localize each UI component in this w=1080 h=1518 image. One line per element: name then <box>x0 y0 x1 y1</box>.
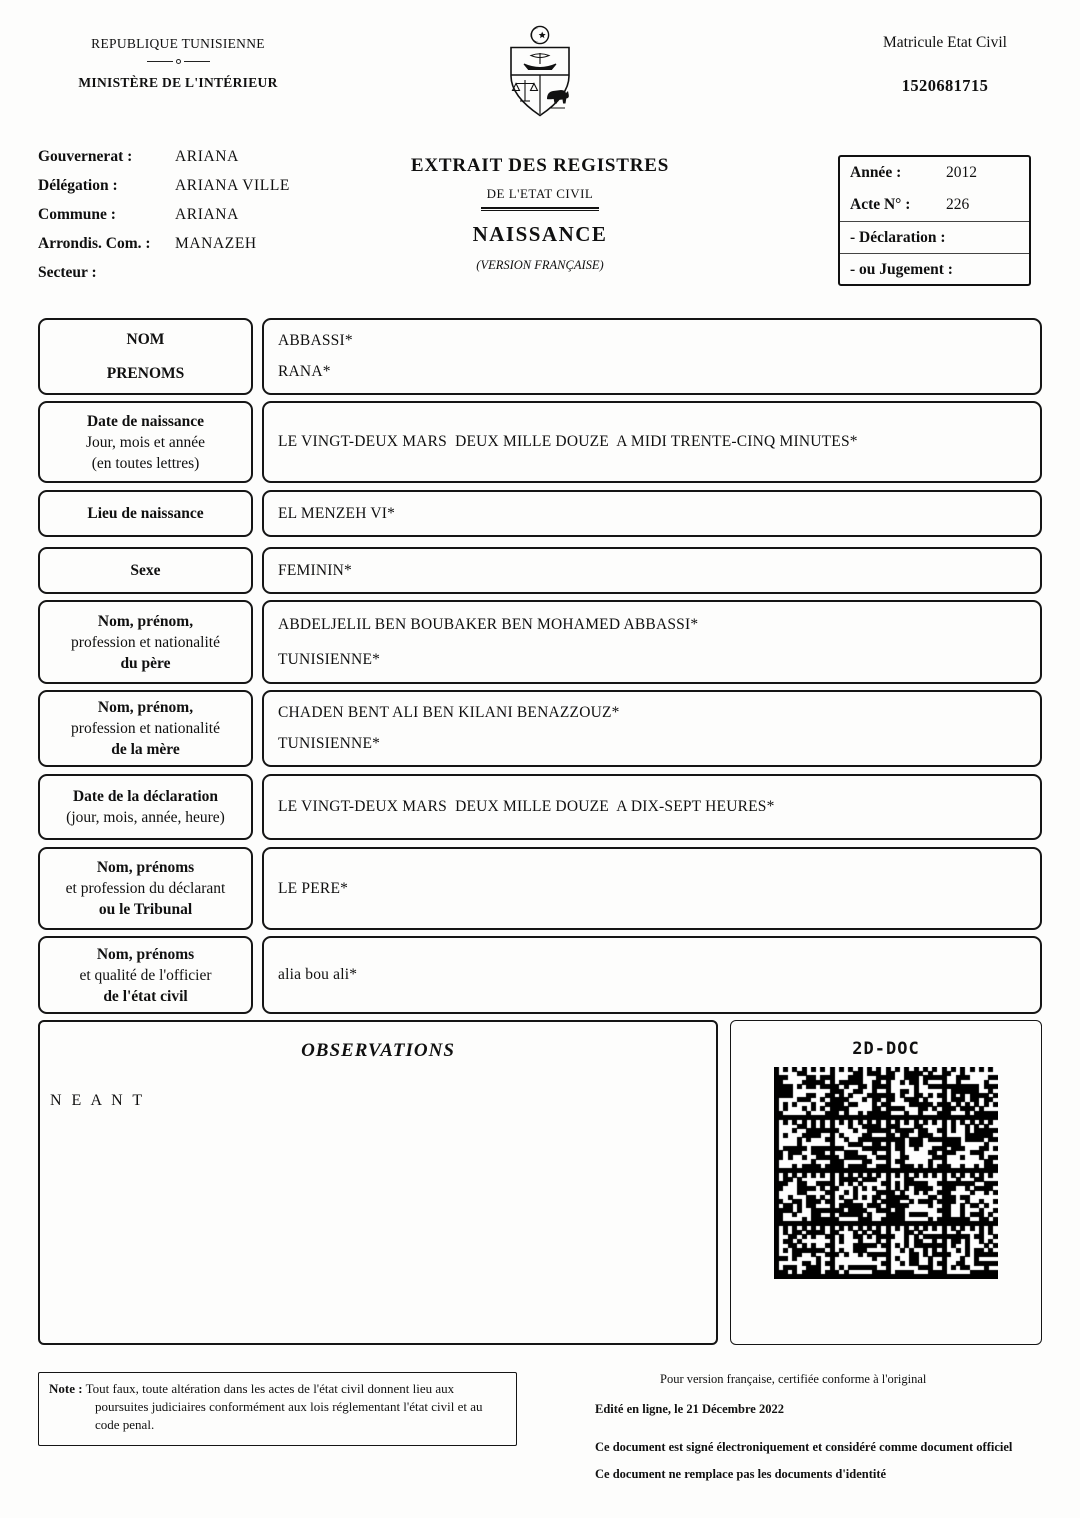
field-label-line: Sexe <box>130 562 161 579</box>
arrondissement-label: Arrondis. Com. : <box>38 234 151 252</box>
matricule-label: Matricule Etat Civil <box>883 34 1007 51</box>
secteur-label: Secteur : <box>38 263 97 281</box>
title-act-type: NAISSANCE <box>472 222 608 246</box>
field-label-line: Lieu de naissance <box>87 505 204 522</box>
acte-number-label: Acte N° : <box>850 196 911 213</box>
acte-number-value: 226 <box>946 196 970 213</box>
field-value-line: alia bou ali* <box>278 966 358 983</box>
field-label-line: (jour, mois, année, heure) <box>66 809 225 826</box>
observations-title: OBSERVATIONS <box>301 1040 455 1061</box>
field-label-pere <box>38 600 253 684</box>
commune-value: ARIANA <box>175 205 239 223</box>
title-version: (VERSION FRANÇAISE) <box>476 258 604 272</box>
annee-row <box>840 157 1029 189</box>
field-label-line: Nom, prénoms <box>96 945 195 963</box>
delegation-value: ARIANA VILLE <box>175 176 290 194</box>
republic-title: REPUBLIQUE TUNISIENNE <box>91 36 265 51</box>
field-value-line: LE VINGT-DEUX MARS DEUX MILLE DOUZE A MIDI TRENTE-CINQ MINUTES* <box>278 433 858 450</box>
title-main: EXTRAIT DES REGISTRES <box>410 155 670 176</box>
field-label-lieu-naissance <box>38 490 253 537</box>
field-label-date-naissance <box>38 401 253 483</box>
field-label-nom-prenoms <box>38 318 253 395</box>
secteur-row <box>38 258 290 287</box>
divider-line <box>184 61 210 62</box>
field-label-officier <box>38 936 253 1014</box>
field-value-lieu-naissance <box>262 490 1042 537</box>
note-box <box>38 1372 517 1446</box>
acte-number-row <box>840 189 1029 221</box>
observations-box <box>38 1020 718 1345</box>
field-label-date-declaration <box>38 774 253 840</box>
field-label-declarant <box>38 847 253 930</box>
commune-label: Commune : <box>38 205 116 223</box>
field-label-line: profession et nationalité <box>71 633 220 651</box>
gouvernerat-label: Gouvernerat : <box>38 147 133 165</box>
commune-row <box>38 200 290 229</box>
field-label-line: PRENOMS <box>106 364 185 382</box>
observations-content: N E A N T <box>50 1092 146 1109</box>
field-value-line: EL MENZEH VI* <box>278 504 396 522</box>
matricule-value: 1520681715 <box>901 76 989 95</box>
delegation-row <box>38 171 290 200</box>
field-row-date-naissance <box>38 401 1042 483</box>
electronic-signature-text: Ce document est signé électroniquement et considéré comme document officiel <box>595 1440 1013 1454</box>
field-value-pere <box>262 600 1042 684</box>
field-label-line: ou le Tribunal <box>98 901 193 918</box>
field-value-sexe <box>262 547 1042 594</box>
note-label: Note : <box>49 1381 83 1396</box>
jugement-row <box>840 253 1029 285</box>
region-block <box>38 142 290 287</box>
title-underline <box>481 207 599 211</box>
field-row-nom-prenoms <box>38 318 1042 395</box>
field-row-date-declaration <box>38 774 1042 840</box>
field-value-date-naissance <box>262 401 1042 483</box>
arrondissement-row <box>38 229 290 258</box>
field-value-line: TUNISIENNE* <box>278 650 381 668</box>
field-row-lieu-naissance <box>38 490 1042 537</box>
divider-dot <box>176 59 181 64</box>
field-label-line: du père <box>120 654 171 672</box>
title-sub: DE L'ETAT CIVIL <box>486 186 594 201</box>
field-row-pere <box>38 600 1042 684</box>
gouvernerat-row <box>38 142 290 171</box>
declaration-label: - Déclaration : <box>850 228 946 246</box>
field-label-line: Nom, prénom, <box>97 699 194 716</box>
barcode-box <box>730 1020 1042 1345</box>
field-row-declarant <box>38 847 1042 930</box>
divider-line <box>147 61 173 62</box>
field-value-line: ABBASSI* <box>278 331 353 349</box>
field-label-line: de l'état civil <box>103 987 188 1005</box>
declaration-row <box>840 221 1029 253</box>
field-value-mere <box>262 690 1042 767</box>
field-row-mere <box>38 690 1042 767</box>
field-value-line: ABDELJELIL BEN BOUBAKER BEN MOHAMED ABBASSI* <box>278 615 699 633</box>
field-label-line: (en toutes lettres) <box>91 454 200 472</box>
field-value-nom-prenoms <box>262 318 1042 395</box>
field-label-line: Nom, prénoms <box>96 859 195 876</box>
field-label-line: profession et nationalité <box>71 720 220 737</box>
field-label-sexe <box>38 547 253 594</box>
matricule-block <box>852 34 1038 96</box>
field-label-line: et profession du déclarant <box>65 880 226 897</box>
field-label-line: Jour, mois et année <box>85 433 206 451</box>
field-value-line: LE PERE* <box>278 879 349 897</box>
arrondissement-value: MANAZEH <box>175 234 257 252</box>
header-divider <box>60 59 296 64</box>
field-label-line: Date de la déclaration <box>72 788 219 805</box>
ministry-title: MINISTÈRE DE L'INTÉRIEUR <box>78 75 278 90</box>
field-value-declarant <box>262 847 1042 930</box>
barcode-label: 2D-DOC <box>852 1039 920 1059</box>
issuer-block <box>60 36 296 91</box>
field-row-officier <box>38 936 1042 1014</box>
annee-label: Année : <box>850 164 902 181</box>
field-value-line: LE VINGT-DEUX MARS DEUX MILLE DOUZE A DIX-SEPT HEURES* <box>278 798 775 815</box>
tunisia-coat-of-arms-icon <box>500 24 580 118</box>
acte-box <box>838 155 1031 286</box>
annee-value: 2012 <box>946 164 977 181</box>
field-label-mere <box>38 690 253 767</box>
field-value-line: RANA* <box>278 363 331 381</box>
field-label-line: et qualité de l'officier <box>79 966 212 984</box>
field-label-line: Date de naissance <box>86 412 205 430</box>
note-paragraph <box>49 1380 506 1434</box>
field-row-sexe <box>38 547 1042 594</box>
certification-text: Pour version française, certifiée conforme à l'original <box>660 1372 927 1386</box>
field-label-line: Nom, prénom, <box>97 612 194 630</box>
field-value-line: FEMININ* <box>278 561 352 579</box>
delegation-label: Délégation : <box>38 176 118 194</box>
note-text: Tout faux, toute altération dans les actes de l'état civil donnent lieu aux poursuites judiciaires conformément aux lois réglementant l'état civil et au code penal. <box>85 1381 483 1432</box>
document-title-block <box>340 155 740 273</box>
field-value-line: CHADEN BENT ALI BEN KILANI BENAZZOUZ* <box>278 703 620 721</box>
gouvernerat-value: ARIANA <box>175 147 239 165</box>
edited-date-text: Edité en ligne, le 21 Décembre 2022 <box>595 1402 784 1416</box>
field-label-line: de la mère <box>111 741 180 758</box>
field-value-line: TUNISIENNE* <box>278 735 381 753</box>
2d-doc-barcode <box>774 1067 998 1279</box>
field-label-line: NOM <box>126 331 165 349</box>
jugement-label: - ou Jugement : <box>850 260 953 278</box>
field-value-officier <box>262 936 1042 1014</box>
identity-disclaimer-text: Ce document ne remplace pas les documents d'identité <box>595 1467 887 1481</box>
field-value-date-declaration <box>262 774 1042 840</box>
